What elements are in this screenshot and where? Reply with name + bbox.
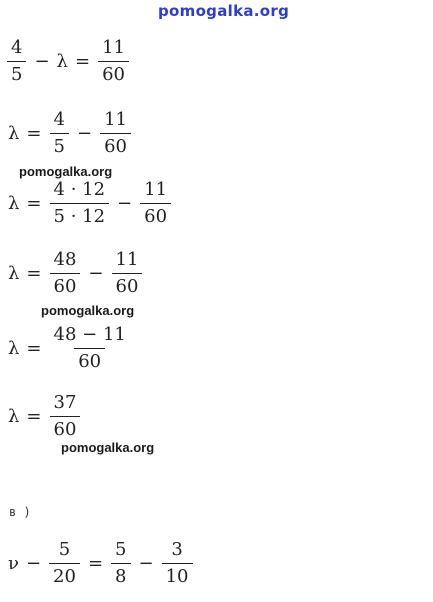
denominator: 60	[100, 133, 131, 157]
numerator: 48 − 11	[53, 324, 126, 345]
equation-part-v	[6, 540, 196, 587]
fraction	[50, 250, 81, 297]
numerator: 11	[102, 37, 125, 58]
denominator: 60	[140, 203, 171, 227]
numerator: 4	[11, 37, 23, 58]
denominator: 60	[74, 348, 105, 372]
variable: λ	[8, 193, 20, 214]
denominator: 8	[111, 563, 130, 587]
fraction	[98, 38, 129, 85]
equation-step-5	[6, 325, 133, 372]
numerator: 4 · 12	[53, 179, 106, 200]
minus-sign: −	[117, 193, 133, 214]
variable: λ	[8, 123, 20, 144]
denominator: 5	[50, 133, 69, 157]
equation-step-4	[6, 250, 145, 297]
numerator: 37	[53, 392, 77, 413]
fraction	[49, 540, 80, 587]
denominator: 5	[7, 61, 26, 85]
minus-sign: −	[88, 263, 104, 284]
minus-sign: −	[76, 123, 93, 144]
watermark-top: pomogalka.org	[158, 2, 290, 20]
minus-sign: −	[25, 553, 42, 574]
variable: λ	[8, 406, 20, 427]
denominator: 60	[50, 273, 81, 297]
numerator: 11	[144, 179, 168, 200]
fraction	[7, 38, 26, 85]
watermark: pomogalka.org	[41, 303, 135, 318]
fraction	[50, 325, 130, 372]
numerator: 11	[104, 109, 127, 130]
equation-step-2	[6, 110, 134, 157]
denominator: 60	[112, 273, 143, 297]
equals-sign: =	[26, 263, 42, 284]
equation-step-3	[6, 180, 174, 227]
numerator: 3	[171, 539, 183, 560]
watermark: pomogalka.org	[19, 164, 113, 179]
denominator: 60	[98, 61, 129, 85]
fraction	[50, 393, 81, 440]
fraction	[50, 180, 110, 227]
minus-sign: −	[34, 51, 50, 72]
part-label: в )	[9, 505, 31, 519]
numerator: 11	[115, 249, 139, 270]
equals-sign: =	[26, 193, 42, 214]
variable: λ	[8, 338, 20, 359]
fraction	[162, 540, 193, 587]
minus-sign: −	[138, 553, 154, 574]
variable: λ	[56, 51, 68, 72]
numerator: 5	[58, 539, 71, 560]
fraction	[140, 180, 171, 227]
equals-sign: =	[74, 51, 91, 72]
denominator: 5 · 12	[50, 203, 110, 227]
fraction	[111, 540, 130, 587]
fraction	[50, 110, 69, 157]
watermark: pomogalka.org	[61, 440, 155, 455]
numerator: 5	[115, 539, 127, 560]
variable: ν	[8, 553, 19, 574]
denominator: 60	[50, 416, 81, 440]
numerator: 4	[53, 109, 65, 130]
denominator: 10	[162, 563, 193, 587]
equation-step-1	[4, 38, 132, 85]
denominator: 20	[49, 563, 80, 587]
equation-step-6	[6, 393, 83, 440]
equals-sign: =	[87, 553, 104, 574]
fraction	[112, 250, 143, 297]
equals-sign: =	[26, 338, 42, 359]
equals-sign: =	[26, 123, 42, 144]
numerator: 48	[53, 249, 77, 270]
variable: λ	[8, 263, 20, 284]
equals-sign: =	[26, 406, 42, 427]
fraction	[100, 110, 131, 157]
